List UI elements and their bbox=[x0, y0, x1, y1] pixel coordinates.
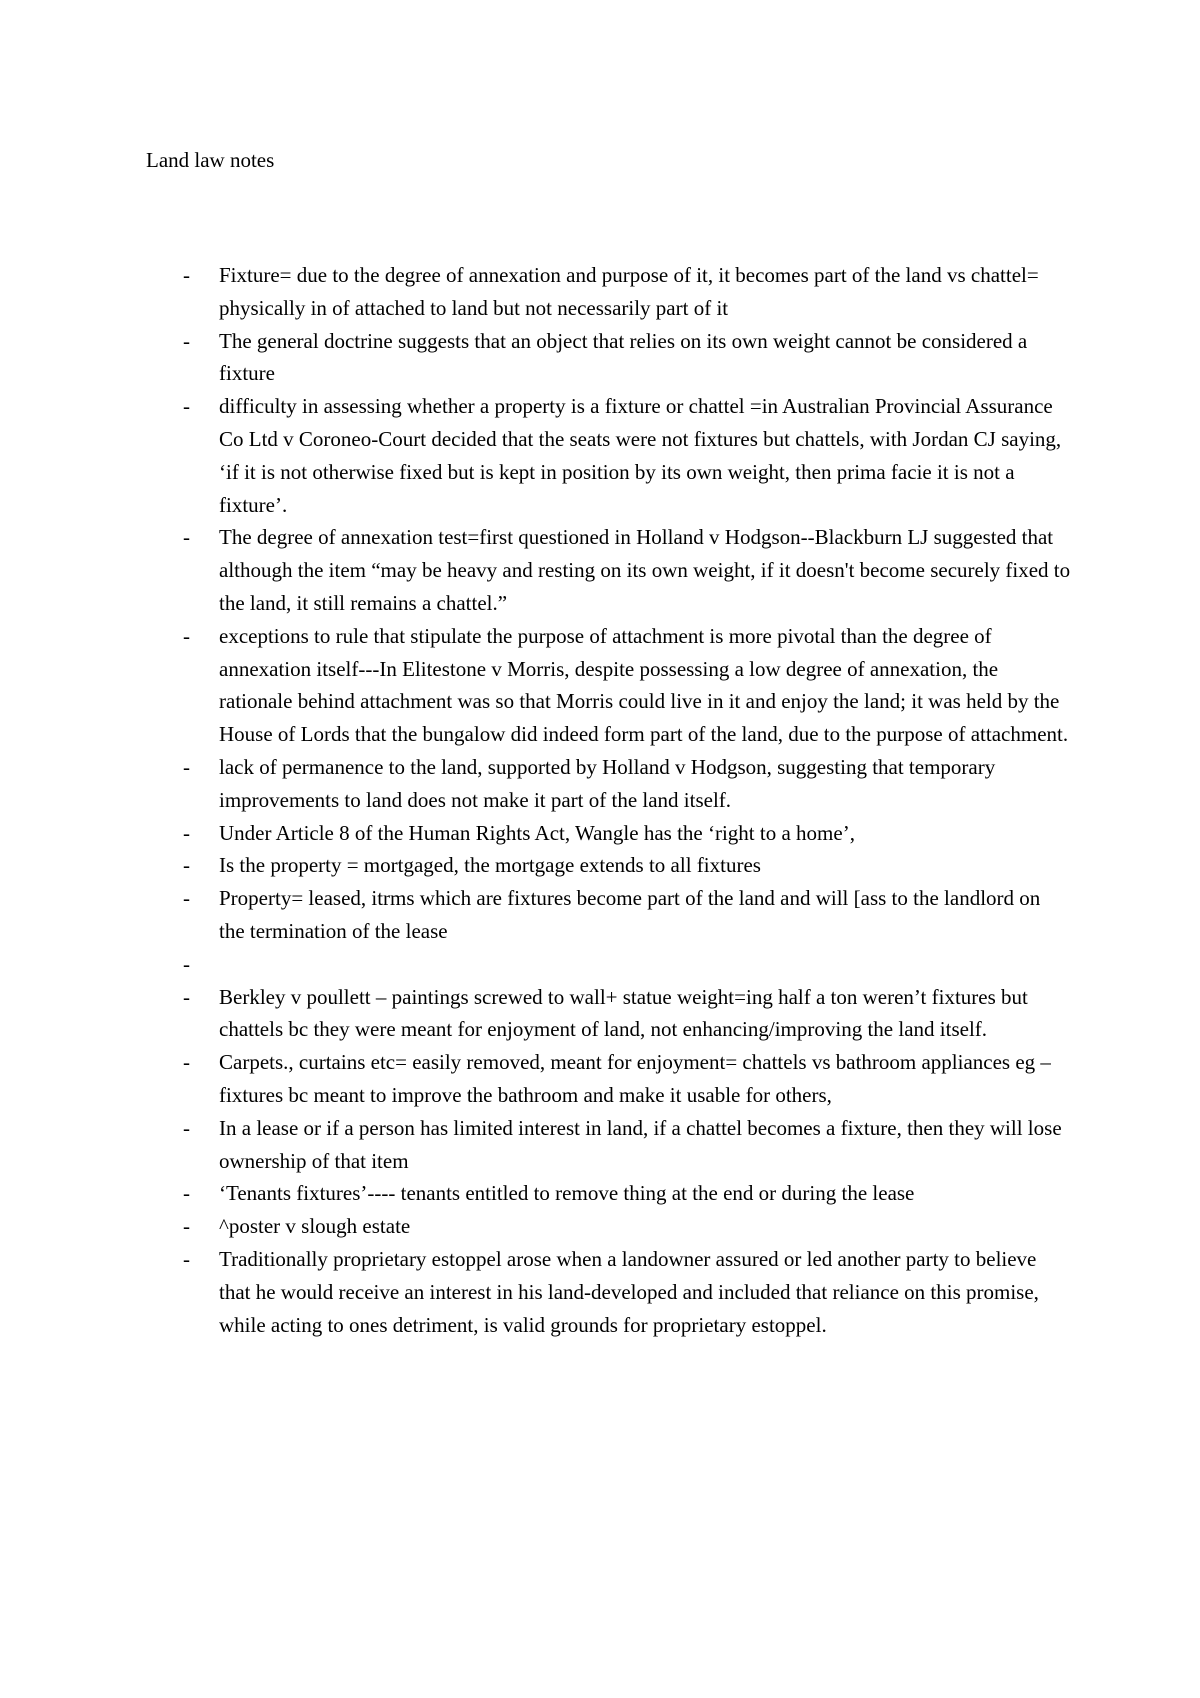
bullet-dash: - bbox=[183, 1246, 190, 1271]
bullet-dash: - bbox=[183, 820, 190, 845]
note-item bbox=[0, 817, 1071, 850]
note-text: ‘Tenants fixtures’---- tenants entitled to remove thing at the end or during the lease bbox=[219, 1181, 915, 1206]
note-item bbox=[0, 390, 1071, 521]
note-item bbox=[0, 620, 1071, 751]
note-text bbox=[219, 948, 1071, 981]
note-item bbox=[0, 1177, 1071, 1210]
note-text: Carpets., curtains etc= easily removed, meant for enjoyment= chattels vs bathroom appliances eg – fixtures bc meant to improve the bathroom and make it usable for others, bbox=[219, 1050, 1051, 1107]
note-item bbox=[0, 521, 1071, 619]
bullet-dash: - bbox=[183, 754, 190, 779]
note-item bbox=[0, 259, 1071, 325]
bullet-dash: - bbox=[183, 263, 190, 287]
bullet-dash: - bbox=[183, 951, 190, 976]
note-item bbox=[0, 1046, 1071, 1112]
note-item bbox=[0, 981, 1071, 1047]
note-item bbox=[0, 1210, 1071, 1243]
note-item bbox=[0, 882, 1071, 948]
note-text: Under Article 8 of the Human Rights Act, Wangle has the ‘right to a home’, bbox=[219, 820, 855, 845]
bullet-dash: - bbox=[183, 623, 190, 648]
note-text: In a lease or if a person has limited interest in land, if a chattel becomes a fixture, then they will lose ownership of that item bbox=[219, 1115, 1062, 1173]
note-item bbox=[0, 849, 1071, 882]
note-item bbox=[0, 1243, 1071, 1341]
bullet-dash: - bbox=[183, 984, 190, 1009]
note-text: Is the property = mortgaged, the mortgage extends to all fixtures bbox=[219, 853, 761, 878]
note-text: lack of permanence to the land, supported by Holland v Hodgson, suggesting that temporary improvements to land does not make it part of the land itself. bbox=[219, 754, 996, 812]
bullet-dash: - bbox=[183, 886, 190, 911]
note-text: Traditionally proprietary estoppel arose when a landowner assured or led another party to believe that he would receive an interest in his land-developed and included that reliance on this promise, while acting to ones detriment, is valid grounds for proprietary estoppel. bbox=[219, 1246, 1039, 1337]
bullet-dash: - bbox=[183, 1214, 190, 1239]
bullet-dash: - bbox=[183, 525, 190, 550]
document-title: Land law notes bbox=[146, 148, 275, 172]
bullet-dash: - bbox=[183, 394, 190, 419]
note-item bbox=[0, 948, 1071, 981]
note-text: exceptions to rule that stipulate the purpose of attachment is more pivotal than the degree of annexation itself---In Elitestone v Morris, despite possessing a low degree of annexation, the rationale behind attachment was so that Morris could live in it and enjoy the land; it was held by the House of Lords that the bungalow did indeed form part of the land, due to the purpose of attachment. bbox=[219, 623, 1069, 747]
bullet-dash: - bbox=[183, 1050, 190, 1075]
note-text: ^poster v slough estate bbox=[219, 1214, 411, 1239]
note-item bbox=[0, 325, 1071, 391]
bullet-dash: - bbox=[183, 328, 190, 353]
bullet-dash: - bbox=[183, 1181, 190, 1206]
notes-list bbox=[0, 259, 1200, 1341]
note-text: Property= leased, itrms which are fixtures become part of the land and will [ass to the landlord on the termination of the lease bbox=[219, 886, 1041, 943]
bullet-dash: - bbox=[183, 1115, 190, 1140]
note-text: Fixture= due to the degree of annexation and purpose of it, it becomes part of the land vs chattel= physically in of attached to land but not necessarily part of it bbox=[219, 263, 1039, 320]
note-text: Berkley v poullett – paintings screwed to wall+ statue weight=ing half a ton weren’t fixtures but chattels bc they were meant for enjoyment of land, not enhancing/improving the land itself. bbox=[219, 984, 1028, 1042]
note-text: The general doctrine suggests that an object that relies on its own weight cannot be considered a fixture bbox=[219, 328, 1028, 386]
note-text: difficulty in assessing whether a property is a fixture or chattel =in Australian Provincial Assurance Co Ltd v Coroneo-Court decided that the seats were not fixtures but chattels, with Jordan CJ saying, ‘if it is not otherwise fixed but is kept in position by its own weight, then prima facie it is not a fixture’. bbox=[219, 394, 1062, 517]
note-item bbox=[0, 1112, 1071, 1178]
bullet-dash: - bbox=[183, 853, 190, 878]
note-item bbox=[0, 751, 1071, 817]
note-text: The degree of annexation test=first questioned in Holland v Hodgson--Blackburn LJ suggested that although the item “may be heavy and resting on its own weight, if it doesn't become securely fixed to the land, it still remains a chattel.” bbox=[219, 525, 1071, 615]
